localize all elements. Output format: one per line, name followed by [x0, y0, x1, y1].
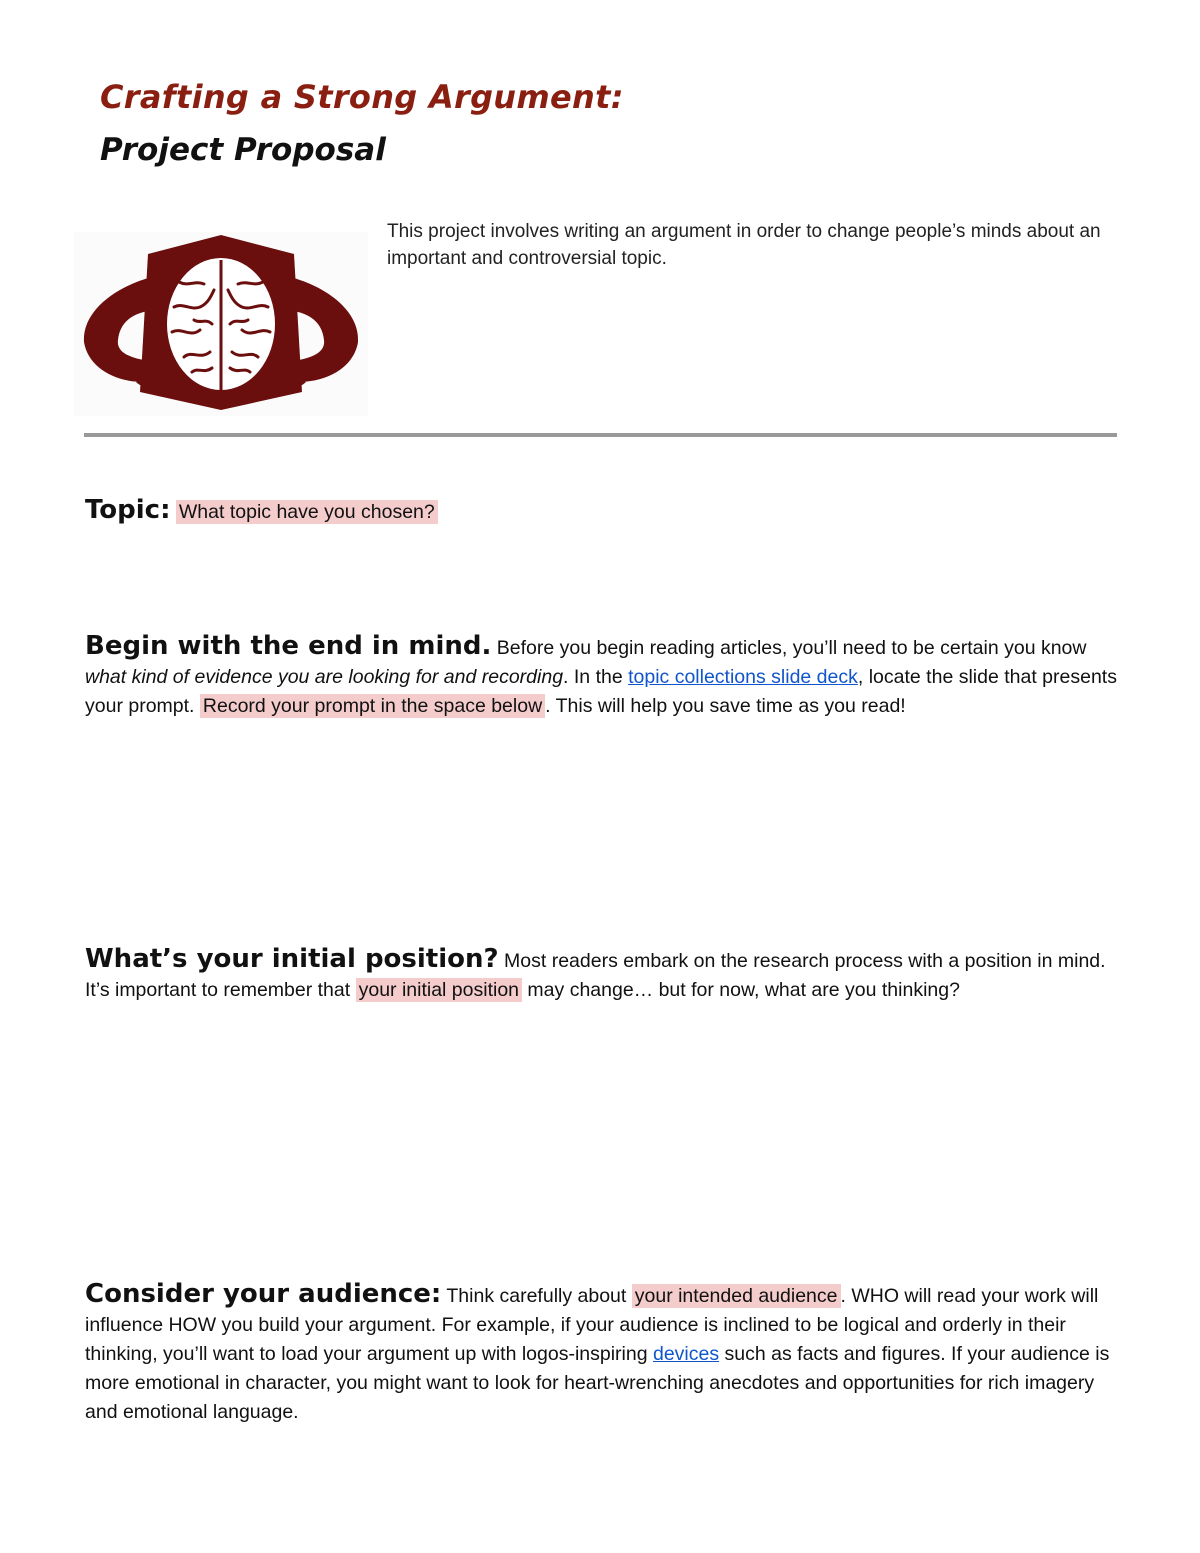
audience-heading: Consider your audience: [85, 1279, 442, 1309]
position-text: Most readers embark on the research process with a position in mind. It’s important to remember that [85, 950, 1106, 1001]
topic-collections-link[interactable]: topic collections slide deck [628, 666, 858, 688]
begin-section [85, 632, 1125, 721]
brain-flexing-arms-icon [74, 232, 368, 416]
document-title: Crafting a Strong Argument: [100, 78, 624, 116]
begin-heading: Begin with the end in mind. [85, 631, 492, 661]
position-section [85, 945, 1125, 1005]
position-heading: What’s your initial position? [85, 944, 499, 974]
audience-text: such as facts and figures. If your audience is more emotional in character, you might want to look for heart-wrenching anecdotes and opportunities for rich imagery and emotional language. [85, 1343, 1110, 1423]
record-prompt-highlight: Record your prompt in the space below [200, 694, 545, 718]
audience-section [85, 1280, 1125, 1427]
topic-heading: Topic: [85, 495, 171, 525]
audience-text: . WHO will read your work will influence HOW you build your argument. For example, if your audience is inclined to be logical and orderly in their thinking, you’ll want to load your argument up with logos-inspiring [85, 1285, 1099, 1365]
begin-italic-text: what kind of evidence you are looking for and recording [85, 666, 564, 688]
initial-position-highlight: your initial position [356, 978, 522, 1002]
section-divider [84, 433, 1117, 437]
intro-paragraph: This project involves writing an argument in order to change people’s minds about an important and controversial topic. [387, 221, 1101, 269]
topic-section [85, 496, 1125, 527]
begin-text: . In the [563, 666, 629, 688]
audience-text: Think carefully about [441, 1285, 632, 1307]
begin-text: , locate the slide that presents your prompt. [85, 666, 1117, 717]
begin-text: . This will help you save time as you read! [545, 695, 906, 717]
topic-prompt-field[interactable]: What topic have you chosen? [176, 500, 438, 524]
begin-text: Before you begin reading articles, you’ll need to be certain you know [491, 637, 1087, 659]
document-subtitle: Project Proposal [100, 132, 386, 168]
position-text: may change… but for now, what are you thinking? [522, 979, 960, 1001]
devices-link[interactable]: devices [652, 1343, 720, 1365]
intended-audience-highlight: your intended audience [632, 1284, 841, 1308]
